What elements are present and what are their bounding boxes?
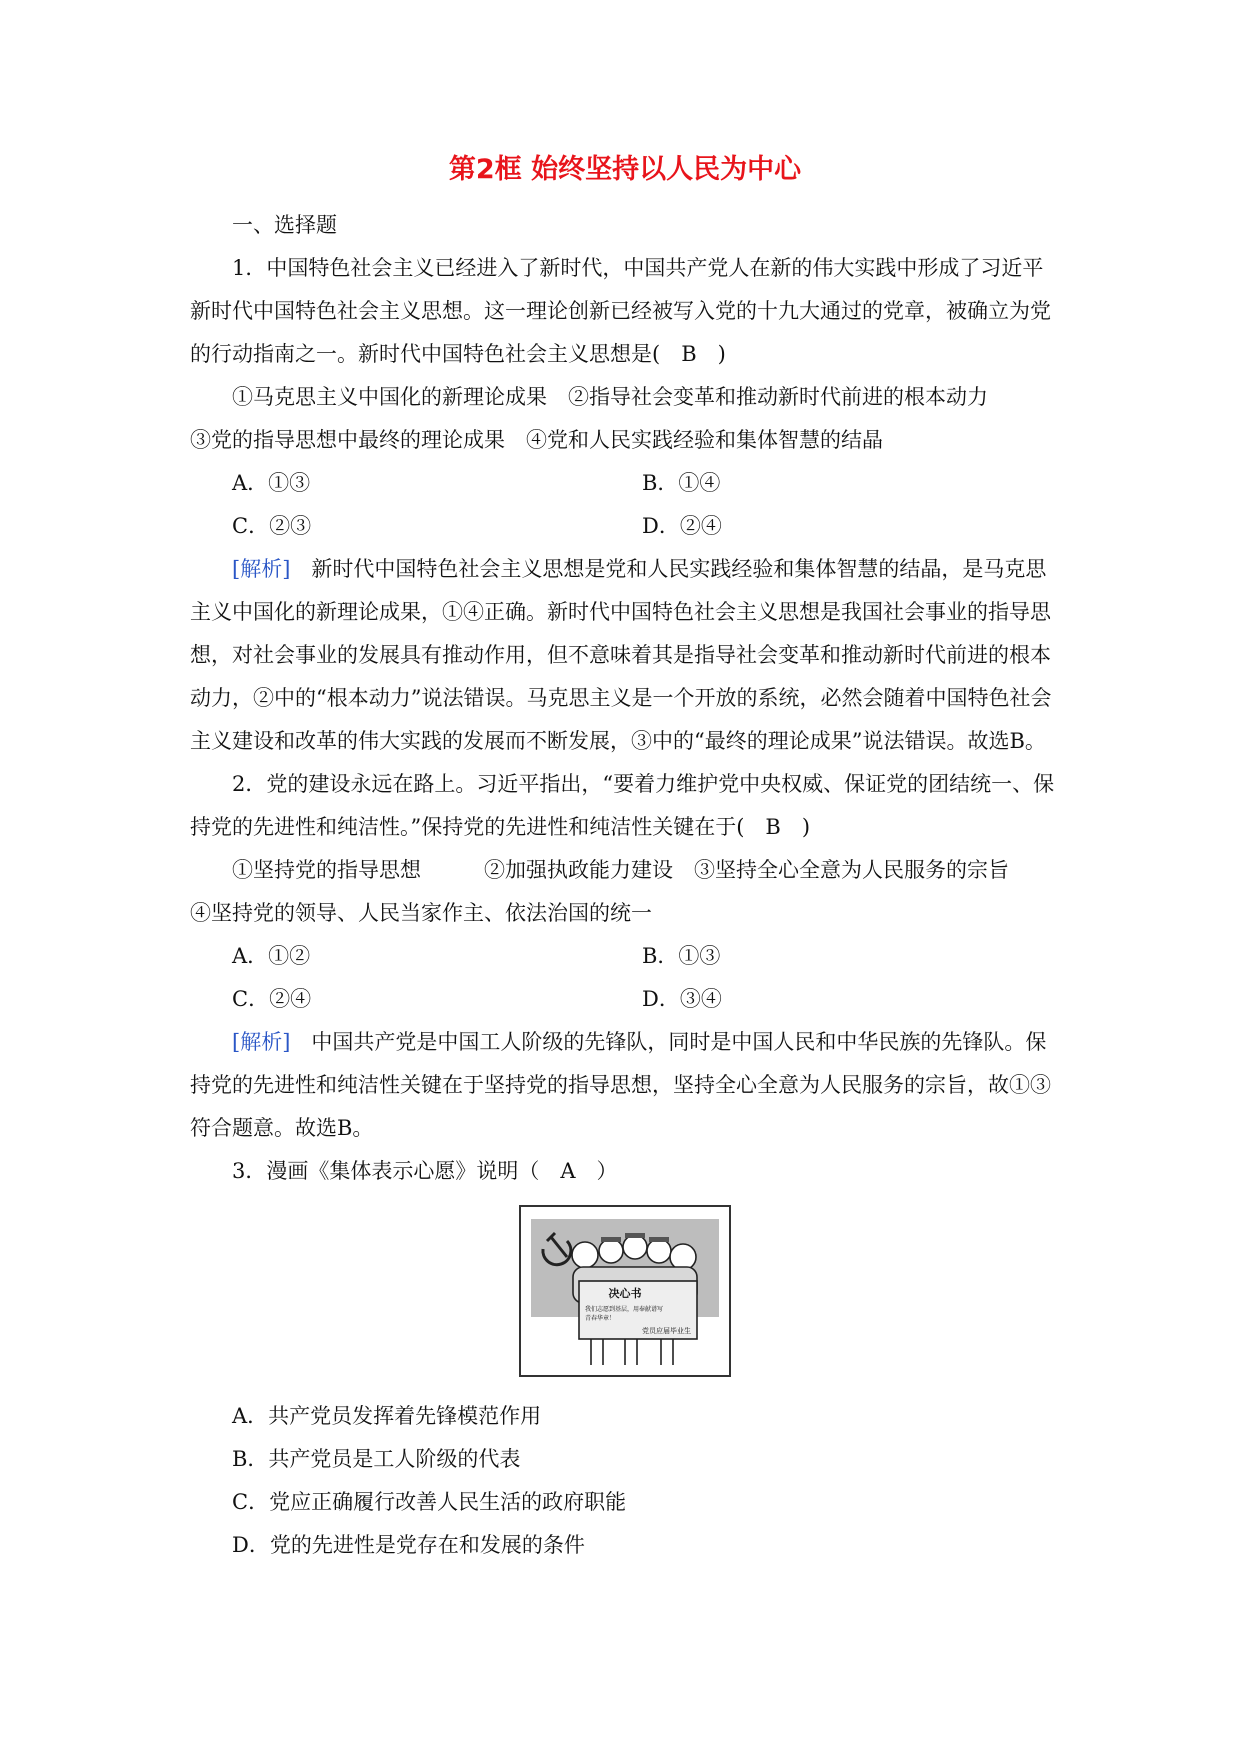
question-1-option-a: A．①③ <box>232 471 311 495</box>
question-1-option-c: C．②③ <box>232 514 312 538</box>
pledge-board-title: 决心书 <box>608 1287 642 1300</box>
pledge-board-line-1: 我们志愿到基层，用奉献谱写 <box>585 1306 664 1313</box>
question-3-option-a: A．共产党员发挥着先锋模范作用 <box>232 1404 542 1428</box>
question-1-items-line-2: ③党的指导思想中最终的理论成果 ④党和人民实践经验和集体智慧的结晶 <box>190 428 883 452</box>
question-2-stem: 2．党的建设永远在路上。习近平指出，“要着力维护党中央权威、保证党的团结统一、保持党的先进性和纯洁性。”保持党的先进性和纯洁性关键在于( B ) <box>190 772 1055 839</box>
analysis-tag: [解析] <box>232 557 291 581</box>
question-2-options-row-1 <box>190 935 1060 978</box>
cartoon-figure-wrap <box>190 1205 1060 1377</box>
analysis-tag: [解析] <box>232 1030 291 1054</box>
figure-legs <box>591 1339 673 1365</box>
document-content <box>190 150 1060 1567</box>
page-title: 第2框 始终坚持以人民为中心 <box>448 154 802 185</box>
cartoon-illustration <box>521 1207 729 1375</box>
question-1-option-d: D．②④ <box>642 514 722 538</box>
question-3-option-c: C．党应正确履行改善人民生活的政府职能 <box>232 1490 627 1514</box>
question-1-options-row-1 <box>190 462 1060 505</box>
question-1-option-b: B．①④ <box>642 471 721 495</box>
question-1-options-row-2 <box>190 505 1060 548</box>
question-3-stem: 3．漫画《集体表示心愿》说明（ A ） <box>232 1159 618 1183</box>
question-1-analysis-text: 新时代中国特色社会主义思想是党和人民实践经验和集体智慧的结晶，是马克思主义中国化的新理论成果，①④正确。新时代中国特色社会主义思想是我国社会事业的指导思想，对社会事业的发展具有推动作用，但不意味着其是指导社会变革和推动新时代前进的根本动力，②中的“根本动力”说法错误。马克思主义是一个开放的系统，必然会随着中国特色社会主义建设和改革的伟大实践的发展而不断发展，③中的“最终的理论成果”说法错误。故选B。 <box>190 557 1052 753</box>
pledge-board-signature: 党员应届毕业生 <box>642 1327 691 1335</box>
question-2-option-a: A．①② <box>232 944 311 968</box>
question-2-analysis <box>190 1021 1060 1150</box>
question-1-stem: 1．中国特色社会主义已经进入了新时代，中国共产党人在新的伟大实践中形成了习近平新时代中国特色社会主义思想。这一理论创新已经被写入党的十九大通过的党章，被确立为党的行动指南之一。新时代中国特色社会主义思想是( B ) <box>190 256 1051 366</box>
question-1-items-line-1: ①马克思主义中国化的新理论成果 ②指导社会变革和推动新时代前进的根本动力 <box>232 385 988 409</box>
question-2-items-line-2: ④坚持党的领导、人民当家作主、依法治国的统一 <box>190 901 652 925</box>
question-2-analysis-text: 中国共产党是中国工人阶级的先锋队，同时是中国人民和中华民族的先锋队。保持党的先进性和纯洁性关键在于坚持党的指导思想，坚持全心全意为人民服务的宗旨，故①③符合题意。故选B。 <box>190 1030 1051 1140</box>
question-2-items-line-1: ①坚持党的指导思想 ②加强执政能力建设 ③坚持全心全意为人民服务的宗旨 <box>232 858 1009 882</box>
question-3-option-d: D．党的先进性是党存在和发展的条件 <box>232 1533 585 1557</box>
question-2-option-c: C．②④ <box>232 987 312 1011</box>
question-3-option-b: B．共产党员是工人阶级的代表 <box>232 1447 521 1471</box>
cartoon-image <box>519 1205 731 1377</box>
pledge-board-line-2: 青春华章！ <box>585 1315 616 1322</box>
question-2-option-d: D．③④ <box>642 987 722 1011</box>
section-heading: 一、选择题 <box>232 213 337 237</box>
question-2-options-row-2 <box>190 978 1060 1021</box>
question-2-option-b: B．①③ <box>642 944 721 968</box>
question-1-analysis <box>190 548 1060 763</box>
